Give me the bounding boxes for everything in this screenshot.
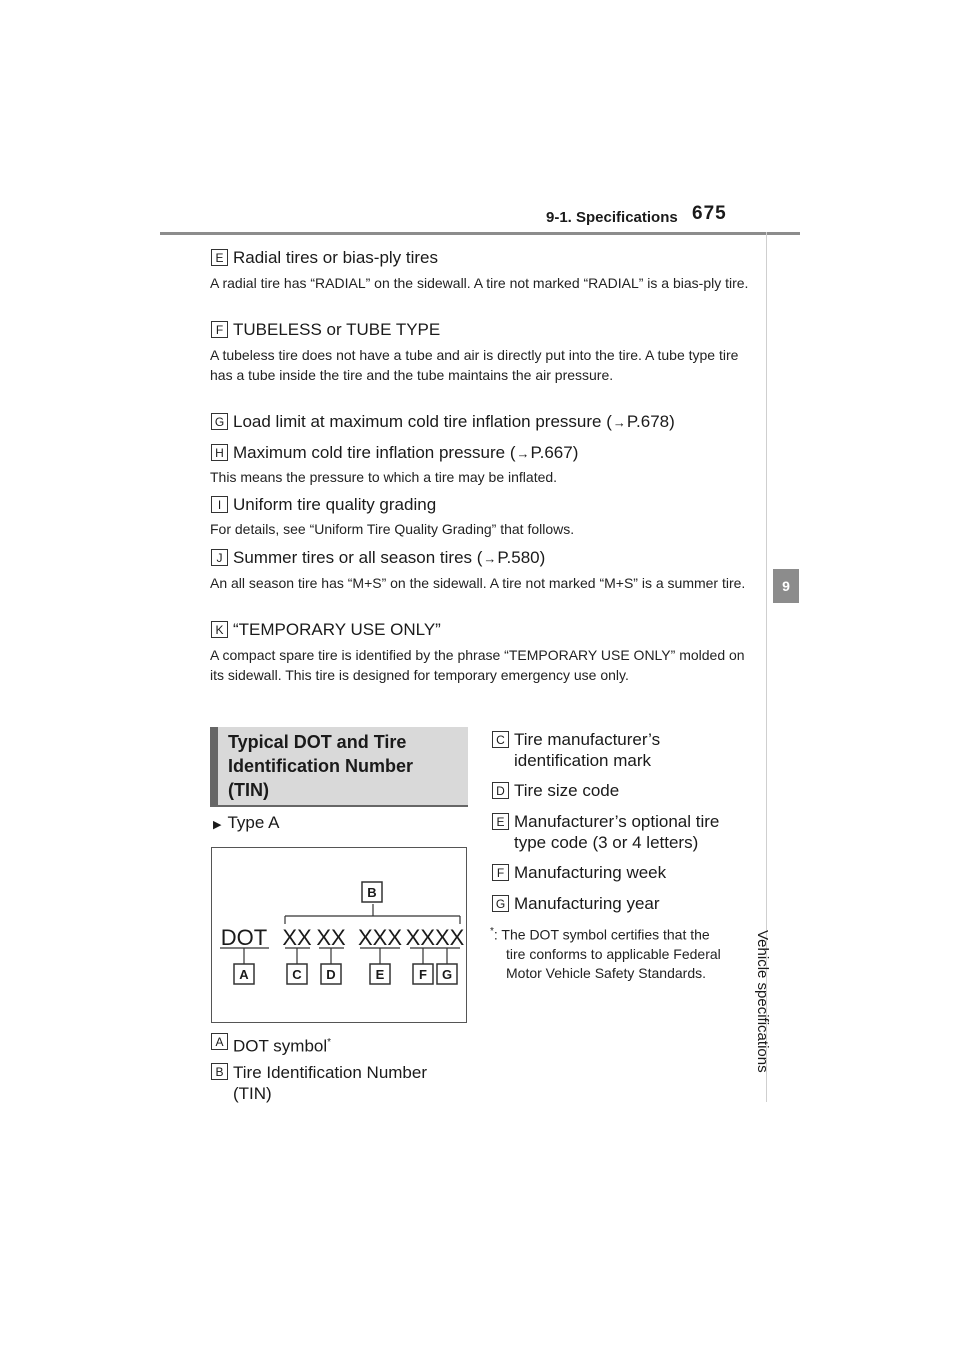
triangle-right-icon: ▶ (213, 819, 222, 831)
section-rule (210, 805, 468, 807)
item-title-season: Summer tires or all season tires (→P.580) (233, 548, 546, 567)
dot-tin-svg (212, 848, 468, 1024)
arrow-icon: → (612, 415, 626, 430)
legend-text-tin: Tire Identification Number (TIN) (233, 1063, 428, 1103)
label-c: C (292, 967, 302, 982)
label-a: A (239, 967, 249, 982)
legend-badge-a: A (211, 1033, 228, 1050)
item-body-tubeless: A tubeless tire does not have a tube and air is directly put into the tire. A tube type tire has a tube inside the tire and the tube maintains the air pressure. (210, 347, 739, 383)
dot-text: DOT (220, 925, 268, 950)
item-body-season: An all season tire has “M+S” on the sidewall. A tire not marked “M+S” is a summer tire. (210, 575, 746, 591)
item-body-radial: A radial tire has “RADIAL” on the sidewall. A tire not marked “RADIAL” is a bias-ply tire. (210, 275, 749, 291)
legend-text-year: Manufacturing year (514, 894, 660, 913)
item-badge-f: F (211, 321, 228, 338)
group1-text: XX (282, 925, 312, 950)
arrow-icon: → (483, 551, 497, 566)
dot-tin-diagram (211, 847, 467, 1023)
group4-text: XXXX (405, 925, 465, 950)
legend-text-optional-code: Manufacturer’s optional tire type code (3 or 4 letters) (514, 812, 720, 852)
item-title-temporary: “TEMPORARY USE ONLY” (233, 620, 441, 639)
page-ref-link[interactable]: P.580) (497, 548, 546, 567)
item-title-utqg: Uniform tire quality grading (233, 495, 437, 514)
legend-text-manufacturer-mark: Tire manufacturer’s identification mark (514, 730, 661, 770)
group2-text: XX (316, 925, 346, 950)
item-body-utqg: For details, see “Uniform Tire Quality Grading” that follows. (210, 521, 575, 537)
item-badge-i: I (211, 496, 228, 513)
legend-text-week: Manufacturing week (514, 863, 667, 882)
legend-badge-d: D (492, 782, 509, 799)
label-b: B (367, 885, 377, 900)
chapter-title: Vehicle specifications (754, 930, 771, 1073)
legend-text-dot-symbol: DOT symbol* (233, 1036, 332, 1056)
legend-badge-c: C (492, 731, 509, 748)
label-e: E (375, 967, 385, 982)
label-d: D (326, 967, 336, 982)
legend-badge-f: F (492, 864, 509, 881)
label-g: G (441, 967, 453, 982)
item-title-load-limit: Load limit at maximum cold tire inflation pressure (→P.678) (233, 412, 675, 431)
type-label: ▶ Type A (213, 813, 280, 832)
item-badge-h: H (211, 444, 228, 461)
chapter-number-tab: 9 (773, 569, 799, 603)
page-ref-link[interactable]: P.678) (626, 412, 675, 431)
group3-text: XXX (357, 925, 403, 950)
item-body-max-pressure: This means the pressure to which a tire may be inflated. (210, 469, 558, 485)
page-ref-link[interactable]: P.667) (530, 443, 579, 462)
item-badge-k: K (211, 621, 228, 638)
legend-badge-g: G (492, 895, 509, 912)
section-header: 9-1. Specifications (546, 209, 678, 226)
label-f: F (419, 967, 427, 982)
header-rule (160, 232, 800, 235)
page-number: 675 (692, 203, 727, 224)
legend-badge-e: E (492, 813, 509, 830)
item-badge-g: G (211, 413, 228, 430)
legend-badge-b: B (211, 1063, 228, 1080)
item-title-tubeless: TUBELESS or TUBE TYPE (233, 320, 441, 339)
item-title-radial: Radial tires or bias-ply tires (233, 248, 439, 267)
item-badge-j: J (211, 549, 228, 566)
footnote: *: The DOT symbol certifies that the tire conforms to applicable Federal Motor Vehicle Safety Standards. (490, 926, 721, 981)
item-badge-e: E (211, 249, 228, 266)
arrow-icon: → (516, 446, 530, 461)
section-title: Typical DOT and Tire Identification Number (TIN) (210, 727, 468, 805)
legend-text-size-code: Tire size code (514, 781, 620, 800)
item-body-temporary: A compact spare tire is identified by the phrase “TEMPORARY USE ONLY” molded on its sidewall. This tire is designed for temporary emergency use only. (210, 647, 745, 683)
item-title-max-pressure: Maximum cold tire inflation pressure (→P.667) (233, 443, 579, 462)
